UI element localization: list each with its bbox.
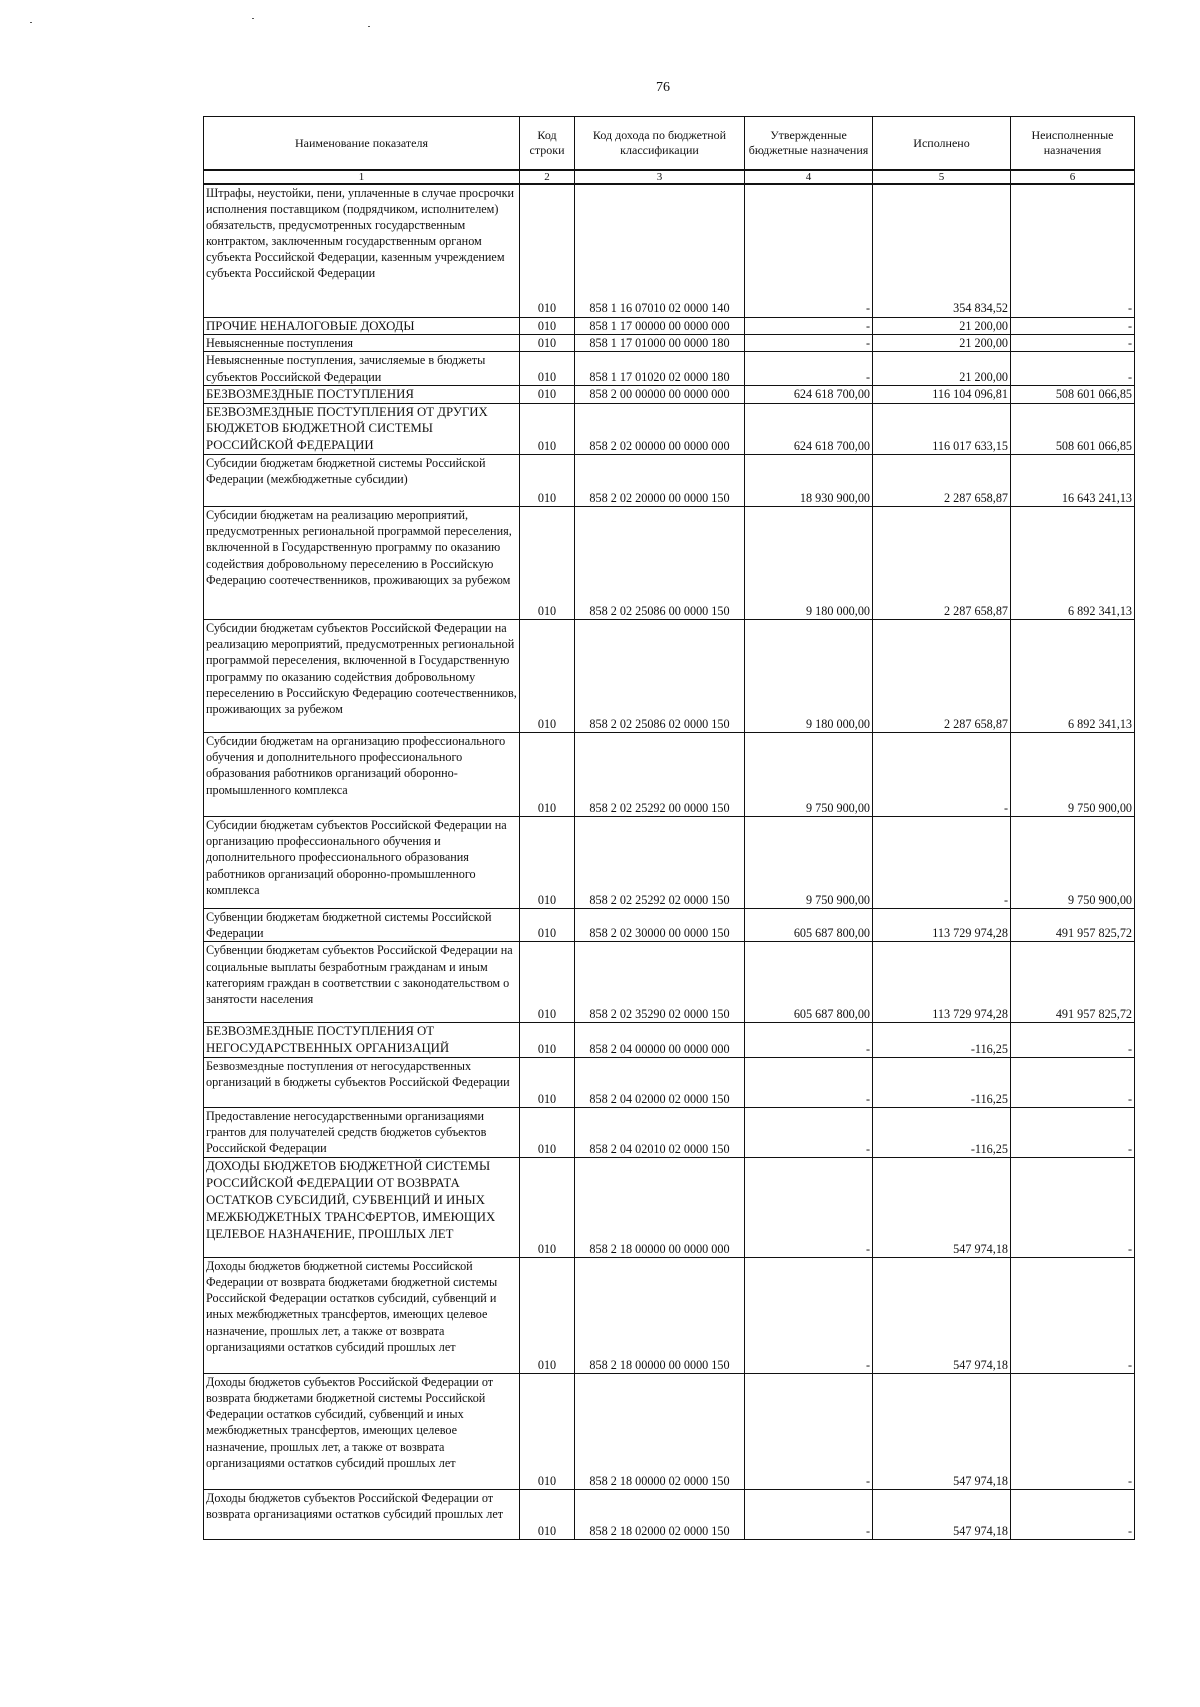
table-row (204, 620, 1135, 733)
table-row (204, 1258, 1135, 1374)
row-line-code: 010 (520, 817, 575, 909)
row-income-code: 858 2 02 00000 00 0000 000 (575, 403, 745, 455)
row-line-code: 010 (520, 1158, 575, 1258)
row-income-code: 858 2 02 25292 00 0000 150 (575, 733, 745, 817)
row-line-code: 010 (520, 1258, 575, 1374)
column-number-row (204, 170, 1135, 184)
row-executed-amount: 21 200,00 (873, 317, 1011, 335)
row-income-code: 858 2 18 00000 00 0000 150 (575, 1258, 745, 1374)
row-income-code: 858 1 17 01000 00 0000 180 (575, 335, 745, 352)
row-executed-amount: - (873, 733, 1011, 817)
table-row (204, 1023, 1135, 1058)
row-approved-amount: - (745, 1258, 873, 1374)
row-name: Субсидии бюджетам бюджетной системы Российской Федерации (межбюджетные субсидии) (204, 455, 520, 507)
row-name: Предоставление негосударственными организациями грантов для получателей средств бюджетов субъектов Российской Федерации (204, 1108, 520, 1158)
row-executed-amount: -116,25 (873, 1023, 1011, 1058)
row-executed-amount: - (873, 817, 1011, 909)
row-line-code: 010 (520, 385, 575, 403)
row-line-code: 010 (520, 942, 575, 1023)
row-approved-amount: - (745, 1058, 873, 1108)
row-executed-amount: 2 287 658,87 (873, 455, 1011, 507)
table-row (204, 1058, 1135, 1108)
row-executed-amount: 113 729 974,28 (873, 942, 1011, 1023)
row-approved-amount: 9 750 900,00 (745, 733, 873, 817)
row-unexecuted-amount: - (1011, 1108, 1135, 1158)
row-executed-amount: 547 974,18 (873, 1374, 1011, 1490)
scan-speck (30, 22, 32, 23)
table-row (204, 909, 1135, 942)
row-income-code: 858 2 02 25292 02 0000 150 (575, 817, 745, 909)
header-executed: Исполнено (873, 117, 1011, 171)
table-row (204, 317, 1135, 335)
row-income-code: 858 2 02 20000 00 0000 150 (575, 455, 745, 507)
row-line-code: 010 (520, 1058, 575, 1108)
row-executed-amount: 116 017 633,15 (873, 403, 1011, 455)
row-line-code: 010 (520, 507, 575, 620)
column-number: 5 (873, 170, 1011, 184)
row-approved-amount: 9 180 000,00 (745, 507, 873, 620)
row-line-code: 010 (520, 620, 575, 733)
row-name: Штрафы, неустойки, пени, уплаченные в случае просрочки исполнения поставщиком (подрядчиком, исполнителем) обязательств, предусмотренных государственным контрактом, заключенным государственным органом субъекта Российской Федерации, казенным учреждением субъекта Российской Федерации (204, 184, 520, 317)
row-income-code: 858 2 04 02000 02 0000 150 (575, 1058, 745, 1108)
table-row (204, 733, 1135, 817)
row-unexecuted-amount: - (1011, 1258, 1135, 1374)
header-approved: Утвержденные бюджетные назначения (745, 117, 873, 171)
row-name: БЕЗВОЗМЕЗДНЫЕ ПОСТУПЛЕНИЯ (204, 385, 520, 403)
row-line-code: 010 (520, 403, 575, 455)
row-unexecuted-amount: - (1011, 317, 1135, 335)
row-unexecuted-amount: - (1011, 1058, 1135, 1108)
row-approved-amount: 624 618 700,00 (745, 403, 873, 455)
row-unexecuted-amount: - (1011, 1158, 1135, 1258)
row-line-code: 010 (520, 352, 575, 385)
row-unexecuted-amount: - (1011, 335, 1135, 352)
scan-speck (252, 18, 254, 19)
row-income-code: 858 1 16 07010 02 0000 140 (575, 184, 745, 317)
row-name: Безвозмездные поступления от негосударственных организаций в бюджеты субъектов Российской Федерации (204, 1058, 520, 1108)
table-row (204, 1374, 1135, 1490)
row-name: БЕЗВОЗМЕЗДНЫЕ ПОСТУПЛЕНИЯ ОТ НЕГОСУДАРСТВЕННЫХ ОРГАНИЗАЦИЙ (204, 1023, 520, 1058)
row-approved-amount: 624 618 700,00 (745, 385, 873, 403)
row-income-code: 858 2 18 00000 02 0000 150 (575, 1374, 745, 1490)
scan-speck (368, 26, 370, 27)
row-executed-amount: 21 200,00 (873, 335, 1011, 352)
row-unexecuted-amount: - (1011, 352, 1135, 385)
row-unexecuted-amount: 16 643 241,13 (1011, 455, 1135, 507)
row-line-code: 010 (520, 317, 575, 335)
row-executed-amount: 547 974,18 (873, 1490, 1011, 1540)
row-unexecuted-amount: 9 750 900,00 (1011, 817, 1135, 909)
row-name: Субвенции бюджетам бюджетной системы Российской Федерации (204, 909, 520, 942)
row-executed-amount: 116 104 096,81 (873, 385, 1011, 403)
row-unexecuted-amount: 491 957 825,72 (1011, 942, 1135, 1023)
row-income-code: 858 2 02 25086 02 0000 150 (575, 620, 745, 733)
table-row (204, 403, 1135, 455)
row-unexecuted-amount: - (1011, 1374, 1135, 1490)
table-row (204, 335, 1135, 352)
row-name: Доходы бюджетов субъектов Российской Федерации от возврата организациями остатков субсидий прошлых лет (204, 1490, 520, 1540)
row-name: ДОХОДЫ БЮДЖЕТОВ БЮДЖЕТНОЙ СИСТЕМЫ РОССИЙСКОЙ ФЕДЕРАЦИИ ОТ ВОЗВРАТА ОСТАТКОВ СУБСИДИЙ, СУБВЕНЦИЙ И ИНЫХ МЕЖБЮДЖЕТНЫХ ТРАНСФЕРТОВ, ИМЕЮЩИХ ЦЕЛЕВОЕ НАЗНАЧЕНИЕ, ПРОШЛЫХ ЛЕТ (204, 1158, 520, 1258)
header-unexecuted: Неисполненные назначения (1011, 117, 1135, 171)
row-executed-amount: -116,25 (873, 1108, 1011, 1158)
row-approved-amount: 18 930 900,00 (745, 455, 873, 507)
row-line-code: 010 (520, 733, 575, 817)
row-income-code: 858 1 17 00000 00 0000 000 (575, 317, 745, 335)
row-approved-amount: 605 687 800,00 (745, 942, 873, 1023)
row-unexecuted-amount: 9 750 900,00 (1011, 733, 1135, 817)
row-line-code: 010 (520, 184, 575, 317)
row-name: Субсидии бюджетам на реализацию мероприятий, предусмотренных региональной программой переселения, включенной в Государственную программу по оказанию содействия добровольному переселению в Российскую Федерацию соотечественников, проживающих за рубежом (204, 507, 520, 620)
row-executed-amount: 21 200,00 (873, 352, 1011, 385)
column-number: 3 (575, 170, 745, 184)
row-approved-amount: - (745, 317, 873, 335)
header-line-code: Код строки (520, 117, 575, 171)
row-name: Доходы бюджетов субъектов Российской Федерации от возврата бюджетами бюджетной системы Российской Федерации остатков субсидий, субвенций и иных межбюджетных трансфертов, имеющих целевое назначение, прошлых лет, а также от возврата организациями остатков субсидий прошлых лет (204, 1374, 520, 1490)
table-row (204, 455, 1135, 507)
row-income-code: 858 2 00 00000 00 0000 000 (575, 385, 745, 403)
table-row (204, 1490, 1135, 1540)
row-unexecuted-amount: 491 957 825,72 (1011, 909, 1135, 942)
column-number: 4 (745, 170, 873, 184)
row-income-code: 858 1 17 01020 02 0000 180 (575, 352, 745, 385)
table-row (204, 507, 1135, 620)
row-name: Субсидии бюджетам субъектов Российской Федерации на организацию профессионального обучения и дополнительного профессионального образования работников организаций оборонно-промышленного комплекса (204, 817, 520, 909)
row-income-code: 858 2 02 35290 02 0000 150 (575, 942, 745, 1023)
row-income-code: 858 2 02 25086 00 0000 150 (575, 507, 745, 620)
row-unexecuted-amount: - (1011, 1490, 1135, 1540)
row-executed-amount: 547 974,18 (873, 1258, 1011, 1374)
row-line-code: 010 (520, 335, 575, 352)
header-indicator-name: Наименование показателя (204, 117, 520, 171)
row-income-code: 858 2 04 00000 00 0000 000 (575, 1023, 745, 1058)
row-line-code: 010 (520, 1023, 575, 1058)
row-line-code: 010 (520, 1374, 575, 1490)
row-executed-amount: 2 287 658,87 (873, 620, 1011, 733)
row-unexecuted-amount: 6 892 341,13 (1011, 507, 1135, 620)
row-approved-amount: - (745, 1023, 873, 1058)
row-income-code: 858 2 04 02010 02 0000 150 (575, 1108, 745, 1158)
row-approved-amount: 605 687 800,00 (745, 909, 873, 942)
column-number: 2 (520, 170, 575, 184)
header-row (204, 117, 1135, 171)
row-unexecuted-amount: - (1011, 1023, 1135, 1058)
table-row (204, 385, 1135, 403)
row-approved-amount: - (745, 352, 873, 385)
row-name: ПРОЧИЕ НЕНАЛОГОВЫЕ ДОХОДЫ (204, 317, 520, 335)
row-line-code: 010 (520, 455, 575, 507)
row-approved-amount: - (745, 1374, 873, 1490)
row-unexecuted-amount: 508 601 066,85 (1011, 403, 1135, 455)
page-number: 76 (656, 80, 670, 95)
row-approved-amount: - (745, 335, 873, 352)
row-approved-amount: 9 750 900,00 (745, 817, 873, 909)
row-approved-amount: - (745, 1158, 873, 1258)
row-line-code: 010 (520, 909, 575, 942)
table-row (204, 1158, 1135, 1258)
row-executed-amount: -116,25 (873, 1058, 1011, 1108)
row-name: Доходы бюджетов бюджетной системы Российской Федерации от возврата бюджетами бюджетной системы Российской Федерации остатков субсидий, субвенций и иных межбюджетных трансфертов, имеющих целевое назначение, прошлых лет, а также от возврата организациями остатков субсидий прошлых лет (204, 1258, 520, 1374)
row-income-code: 858 2 18 00000 00 0000 000 (575, 1158, 745, 1258)
row-name: Субвенции бюджетам субъектов Российской Федерации на социальные выплаты безработным гражданам и иным категориям граждан в соответствии с законодательством о занятости населения (204, 942, 520, 1023)
column-number: 6 (1011, 170, 1135, 184)
row-name: БЕЗВОЗМЕЗДНЫЕ ПОСТУПЛЕНИЯ ОТ ДРУГИХ БЮДЖЕТОВ БЮДЖЕТНОЙ СИСТЕМЫ РОССИЙСКОЙ ФЕДЕРАЦИИ (204, 403, 520, 455)
column-number: 1 (204, 170, 520, 184)
row-approved-amount: - (745, 184, 873, 317)
row-name: Субсидии бюджетам на организацию профессионального обучения и дополнительного профессионального образования работников организаций оборонно-промышленного комплекса (204, 733, 520, 817)
table-row (204, 352, 1135, 385)
row-line-code: 010 (520, 1490, 575, 1540)
table-body (204, 184, 1135, 1540)
row-approved-amount: - (745, 1108, 873, 1158)
row-executed-amount: 113 729 974,28 (873, 909, 1011, 942)
row-income-code: 858 2 18 02000 02 0000 150 (575, 1490, 745, 1540)
row-income-code: 858 2 02 30000 00 0000 150 (575, 909, 745, 942)
row-unexecuted-amount: 508 601 066,85 (1011, 385, 1135, 403)
row-unexecuted-amount: 6 892 341,13 (1011, 620, 1135, 733)
budget-execution-table (203, 116, 1135, 1540)
row-name: Невыясненные поступления (204, 335, 520, 352)
row-approved-amount: - (745, 1490, 873, 1540)
row-executed-amount: 547 974,18 (873, 1158, 1011, 1258)
table-row (204, 184, 1135, 317)
row-name: Субсидии бюджетам субъектов Российской Федерации на реализацию мероприятий, предусмотренных региональной программой переселения, включенной в Государственную программу по оказанию содействия добровольному переселению в Российскую Федерацию соотечественников, проживающих за рубежом (204, 620, 520, 733)
row-line-code: 010 (520, 1108, 575, 1158)
row-executed-amount: 2 287 658,87 (873, 507, 1011, 620)
row-unexecuted-amount: - (1011, 184, 1135, 317)
row-approved-amount: 9 180 000,00 (745, 620, 873, 733)
table-row (204, 817, 1135, 909)
row-executed-amount: 354 834,52 (873, 184, 1011, 317)
table-row (204, 942, 1135, 1023)
header-income-code: Код дохода по бюджетной классификации (575, 117, 745, 171)
table-row (204, 1108, 1135, 1158)
row-name: Невыясненные поступления, зачисляемые в бюджеты субъектов Российской Федерации (204, 352, 520, 385)
